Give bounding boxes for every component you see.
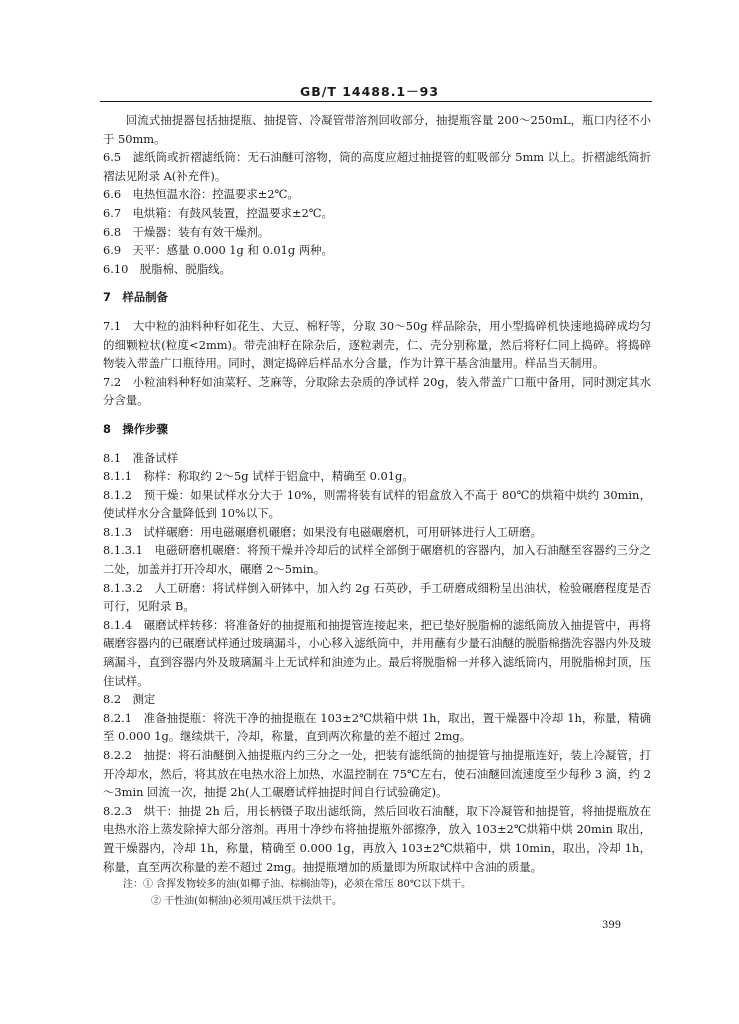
clause-8-1-4: 8.1.4 碾磨试样转移：将准备好的抽提瓶和抽提管连接起来，把已垫好脱脂棉的滤纸筒放入抽提管中，再将碾磨容器内的已碾磨试样通过玻璃漏斗，小心移入滤纸筒中，并用蘸有少量石油醚的脱脂棉揩洗容器内外及玻璃漏斗，直到容器内外及玻璃漏斗上无试样和油迹为止。最后将脱脂棉一并移入滤纸筒内，用脱脂棉封顶，压住试样。 (103, 617, 651, 688)
clause-8-1-3-1: 8.1.3.1 电磁研磨机碾磨：将预干燥并冷却后的试样全部倒于碾磨机的容器内，加入石油醚至容器约三分之二处，加盖并打开冷却水，碾磨 2～5min。 (103, 543, 651, 577)
clause-6-7: 6.7 电烘箱：有鼓风装置，控温要求±2℃。 (103, 205, 333, 220)
section-gap (103, 410, 651, 420)
section-heading-8: 8 操作步骤 (103, 421, 168, 436)
clause-6-9: 6.9 天平：感量 0.000 1g 和 0.01g 两种。 (103, 243, 333, 258)
clause-6-8: 6.8 干燥器：装有有效干燥剂。 (103, 224, 270, 239)
page-number: 399 (602, 920, 622, 931)
section-gap (103, 439, 651, 449)
clause-8-2-3: 8.2.3 烘干：抽提 2h 后，用长柄镊子取出滤纸筒，然后回收石油醚，取下冷凝管和抽提管，将抽提瓶放在电热水浴上蒸发除掉大部分溶剂。再用十净纱布将抽提瓶外部擦净，放入 103±2℃烘箱中烘 20min 取出，置干燥器内，冷却 1h，称量，精确至 0.000 1g，再放入 103±2℃烘箱中，烘 10min，取出，冷却 1h，称量，直至两次称量的差不超过 2mg。抽提瓶增加的质量即为所取试样中含油的质量。 (103, 803, 651, 874)
clause-6-10: 6.10 脱脂棉、脱脂线。 (103, 261, 231, 276)
standard-number: GB/T 14488.1－93 (299, 84, 440, 99)
paragraph-extractor-desc: 回流式抽提器包括抽提瓶、抽提管、冷凝管带溶剂回收部分，抽提瓶容量 200～250mL，瓶口内径不小于 50mm。 (103, 113, 651, 146)
clause-8-1: 8.1 准备试样 (103, 450, 179, 465)
document-body (103, 111, 651, 910)
header-rule (100, 101, 652, 102)
clause-8-1-3: 8.1.3 试样碾磨：用电磁碾磨机碾磨；如果没有电磁碾磨机，可用研钵进行人工研磨。 (103, 524, 543, 539)
clause-8-2: 8.2 测定 (103, 692, 156, 707)
clause-6-5: 6.5 滤纸筒或折褶滤纸筒：无石油醚可溶物，筒的高度应超过抽提管的虹吸部分 5mm 以上。折褶滤纸筒折褶法见附录 A(补充件)。 (103, 150, 651, 183)
section-gap (103, 307, 651, 317)
section-heading-7: 7 样品制备 (103, 290, 168, 305)
note-1: 注：① 含挥发物较多的油(如椰子油、棕榈油等)，必须在常压 80℃以下烘干。 (123, 879, 472, 891)
clause-8-1-2: 8.1.2 预干燥：如果试样水分大于 10%，则需将装有试样的铝盒放入不高于 80℃的烘箱中烘约 30min，使试样水分含量降低到 10%以下。 (103, 487, 651, 521)
clause-8-2-1: 8.2.1 准备抽提瓶：将洗干净的抽提瓶在 103±2℃烘箱中烘 1h，取出，置干燥器中冷却 1h，称量，精确至 0.000 1g。继续烘干，冷却，称量，直到两次称量的差不超过 2mg。 (103, 710, 651, 744)
clause-8-2-2: 8.2.2 抽提：将石油醚倒入抽提瓶内约三分之一处，把装有滤纸筒的抽提管与抽提瓶连好，装上冷凝管，打开冷却水，然后，将其放在电热水浴上加热，水温控制在 75℃左右，使石油醚回流速度至少每秒 3 滴，约 2～3min 回流一次，抽提 2h(人工碾磨试样抽提时间自行试验确定)。 (103, 748, 651, 800)
clause-7-2: 7.2 小粒油料种籽如油菜籽、芝麻等，分取除去杂质的净试样 20g，装入带盖广口瓶中备用，同时测定其水分含量。 (103, 374, 651, 408)
note-2: ② 干性油(如桐油)必须用减压烘干法烘干。 (151, 896, 342, 908)
page-header (0, 82, 739, 100)
section-gap (103, 278, 651, 288)
clause-6-6: 6.6 电热恒温水浴：控温要求±2℃。 (103, 187, 299, 202)
clause-8-1-3-2: 8.1.3.2 人工研磨：将试样倒入研钵中，加入约 2g 石英砂，手工研磨成细粉呈出油状，检验碾磨程度是否可行，见附录 B。 (103, 580, 651, 614)
clause-8-1-1: 8.1.1 称样：称取约 2～5g 试样于铝盒中，精确至 0.01g。 (103, 469, 414, 484)
clause-7-1: 7.1 大中粒的油料种籽如花生、大豆、棉籽等，分取 30～50g 样品除杂，用小型捣碎机快速地捣碎成均匀的细颗粒状(粒度<2mm)。带壳油籽在除杂后，逐粒剥壳，仁、壳分别称量，然后将籽仁同上捣碎。将捣碎物装入带盖广口瓶待用。同时，测定捣碎后样品水分含量，作为计算干基含油量用。样品当天制用。 (103, 318, 651, 371)
